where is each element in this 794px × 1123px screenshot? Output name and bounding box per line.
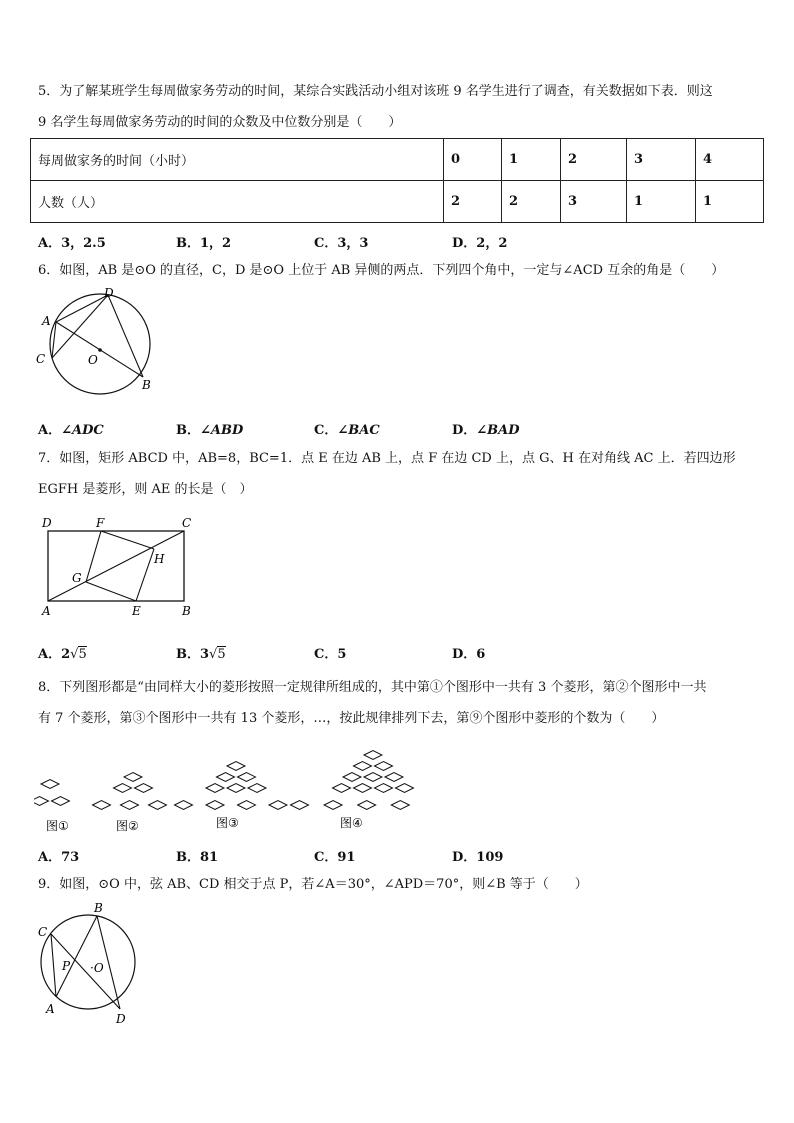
- point-label-b: B: [94, 901, 103, 915]
- q5-data-table: [30, 138, 764, 223]
- option-label: C．: [314, 236, 338, 251]
- rhombus-shape: [135, 784, 153, 793]
- option-value: 3，3: [337, 236, 369, 251]
- option-label: D．: [452, 236, 477, 251]
- rhombus-shape: [175, 801, 193, 810]
- center-dot: [98, 348, 102, 352]
- rhombus-shape: [269, 801, 287, 810]
- option-radicand: 5: [78, 647, 87, 662]
- rhombus-shape: [206, 801, 224, 810]
- option-a[interactable]: [38, 643, 87, 662]
- q8-stem-line2: 有 7 个菱形，第③个图形中一共有 13 个菱形，…，按此规律排列下去，第⑨个图形中菱形的个数为（ ）: [38, 711, 665, 726]
- option-value: 73: [61, 850, 80, 865]
- option-label: B．: [176, 647, 200, 662]
- option-value: ∠BAC: [337, 423, 380, 438]
- option-label: B．: [176, 423, 200, 438]
- option-value: 5: [337, 647, 347, 662]
- caption-figure-1: 图①: [46, 819, 69, 833]
- rhombus-shape: [358, 801, 376, 810]
- caption-figure-3: 图③: [216, 816, 239, 830]
- q6-circle-figure: [30, 288, 160, 398]
- rhombus-shape: [343, 773, 361, 782]
- option-value: 81: [200, 850, 219, 865]
- q8-rhombus-pattern-figure: [34, 735, 418, 837]
- rhombus-shape: [124, 773, 142, 782]
- option-b[interactable]: [176, 419, 243, 438]
- segment-ac: [51, 934, 56, 997]
- point-label-c: C: [38, 925, 48, 939]
- option-label: B．: [176, 236, 200, 251]
- option-label: C．: [314, 850, 338, 865]
- point-label-b: B: [182, 604, 191, 618]
- point-label-a: A: [46, 1002, 55, 1016]
- table-cell: 1: [696, 181, 764, 223]
- rhombus-shape: [385, 773, 403, 782]
- q9-circle-figure: [32, 898, 162, 1028]
- option-c[interactable]: [314, 232, 368, 251]
- rhombus-shape: [248, 784, 266, 793]
- point-label-f: F: [96, 516, 105, 530]
- rhombus-shape: [227, 784, 245, 793]
- rhombus-shape: [354, 784, 372, 793]
- diagonal-ac: [48, 531, 184, 601]
- pattern-figure-1: [34, 780, 70, 806]
- option-label: D．: [452, 647, 477, 662]
- option-value: 3，2.5: [61, 236, 106, 251]
- rhombus-shape: [41, 780, 59, 789]
- rhombus-shape: [291, 801, 309, 810]
- rhombus-shape: [238, 801, 256, 810]
- option-value: 109: [476, 850, 504, 865]
- rhombus-shape: [364, 773, 382, 782]
- circle-o: [41, 915, 135, 1009]
- option-label: D．: [452, 423, 477, 438]
- q8-stem-line1: 8．下列图形都是“由同样大小的菱形按照一定规律所组成的，其中第①个图形中一共有 3 个菱形，第②个图形中一共: [38, 680, 707, 695]
- option-b[interactable]: [176, 846, 218, 865]
- point-label-p: P: [62, 959, 71, 973]
- caption-figure-2: 图②: [116, 819, 139, 833]
- table-cell: 1: [627, 181, 696, 223]
- point-label-g: G: [72, 571, 82, 585]
- segment-he: [136, 549, 154, 601]
- chord-ab: [56, 916, 97, 997]
- point-label-d: D: [116, 1012, 126, 1026]
- q6-stem: 6．如图，AB 是⊙O 的直径，C，D 是⊙O 上位于 AB 异侧的两点．下列四个角中，一定与∠ACD 互余的角是（ ）: [38, 263, 725, 278]
- option-c[interactable]: [314, 846, 355, 865]
- option-value: 6: [476, 647, 486, 662]
- table-cell: 2: [502, 181, 561, 223]
- rhombus-shape: [149, 801, 167, 810]
- table-cell: 4: [696, 139, 764, 181]
- segment-db: [108, 295, 143, 377]
- pattern-figure-4: [291, 751, 419, 810]
- rhombus-shape: [121, 801, 139, 810]
- table-row: [31, 139, 764, 181]
- point-label-d: D: [104, 288, 114, 300]
- q7-stem-line2: EGFH 是菱形，则 AE 的长是（ ）: [38, 482, 253, 497]
- table-cell: 2: [444, 181, 502, 223]
- q5-stem-line2: 9 名学生每周做家务劳动的时间的众数及中位数分别是（ ）: [38, 115, 402, 130]
- rhombus-shape: [333, 784, 351, 793]
- pattern-figure-3: [175, 762, 288, 810]
- sqrt-sign: √: [70, 647, 79, 662]
- point-label-h: H: [154, 552, 165, 566]
- option-b[interactable]: [176, 232, 231, 251]
- rhombus-shape: [375, 784, 393, 793]
- rhombus-shape: [391, 801, 409, 810]
- option-c[interactable]: [314, 419, 380, 438]
- table-cell: 每周做家务的时间（小时）: [31, 139, 444, 181]
- q5-stem-line1: 5．为了解某班学生每周做家务劳动的时间，某综合实践活动小组对该班 9 名学生进行了调查，有关数据如下表．则这: [38, 84, 713, 99]
- option-value: ∠BAD: [476, 423, 520, 438]
- point-label-c: C: [36, 352, 46, 366]
- option-a[interactable]: [38, 419, 104, 438]
- table-row: [31, 181, 764, 223]
- caption-figure-4: 图④: [340, 816, 363, 830]
- point-label-o: O: [88, 353, 98, 367]
- rhombus-shape: [217, 773, 235, 782]
- option-label: C．: [314, 423, 338, 438]
- point-label-a: A: [42, 604, 51, 618]
- point-label-c: C: [182, 516, 192, 530]
- option-c[interactable]: [314, 643, 346, 662]
- q7-stem-line1: 7．如图，矩形 ABCD 中，AB=8，BC=1．点 E 在边 AB 上，点 F 在边 CD 上，点 G、H 在对角线 AC 上．若四边形: [38, 451, 736, 466]
- point-label-d: D: [42, 516, 52, 530]
- pattern-figure-2: [93, 773, 167, 810]
- option-label: A．: [38, 647, 62, 662]
- option-value: 3: [200, 647, 210, 662]
- option-d[interactable]: [452, 419, 520, 438]
- segment-ge: [86, 582, 136, 601]
- option-a[interactable]: [38, 232, 106, 251]
- rhombus-shape: [206, 784, 224, 793]
- rhombus-shape: [114, 784, 132, 793]
- option-d[interactable]: [452, 643, 485, 662]
- option-value: 1，2: [200, 236, 232, 251]
- table-cell: 0: [444, 139, 502, 181]
- option-value: 2: [61, 647, 71, 662]
- sqrt-sign: √: [209, 647, 218, 662]
- option-value: ∠ABD: [200, 423, 244, 438]
- option-label: B．: [176, 850, 200, 865]
- rhombus-shape: [93, 801, 111, 810]
- option-label: A．: [38, 423, 62, 438]
- option-a[interactable]: [38, 846, 79, 865]
- option-value: ∠ADC: [61, 423, 104, 438]
- rhombus-shape: [227, 762, 245, 771]
- option-radicand: 5: [217, 647, 226, 662]
- rhombus-shape: [375, 762, 393, 771]
- segment-ad: [56, 295, 108, 322]
- point-label-a: A: [42, 314, 51, 328]
- rhombus-shape: [354, 762, 372, 771]
- rhombus-shape: [396, 784, 414, 793]
- option-value: 2，2: [476, 236, 508, 251]
- option-d[interactable]: [452, 232, 507, 251]
- segment-fh: [101, 531, 154, 549]
- rhombus-shape: [52, 797, 70, 806]
- table-cell: 2: [561, 139, 627, 181]
- q7-rectangle-figure: [36, 512, 206, 620]
- rhombus-shape: [364, 751, 382, 760]
- point-label-e: E: [132, 604, 141, 618]
- point-label-b: B: [142, 378, 151, 392]
- option-label: A．: [38, 236, 62, 251]
- option-value: 91: [337, 850, 356, 865]
- rhombus-shape: [34, 797, 49, 806]
- option-b[interactable]: [176, 643, 226, 662]
- table-cell: 3: [561, 181, 627, 223]
- q9-stem: 9．如图，⊙O 中，弦 AB、CD 相交于点 P，若∠A＝30°，∠APD＝70°，则∠B 等于（ ）: [38, 877, 588, 892]
- option-label: C．: [314, 647, 338, 662]
- option-d[interactable]: [452, 846, 503, 865]
- table-cell: 1: [502, 139, 561, 181]
- option-label: D．: [452, 850, 477, 865]
- table-cell: 人数（人）: [31, 181, 444, 223]
- option-label: A．: [38, 850, 62, 865]
- rhombus-shape: [238, 773, 256, 782]
- point-label-o: ·O: [90, 961, 104, 975]
- rhombus-shape: [324, 801, 342, 810]
- table-cell: 3: [627, 139, 696, 181]
